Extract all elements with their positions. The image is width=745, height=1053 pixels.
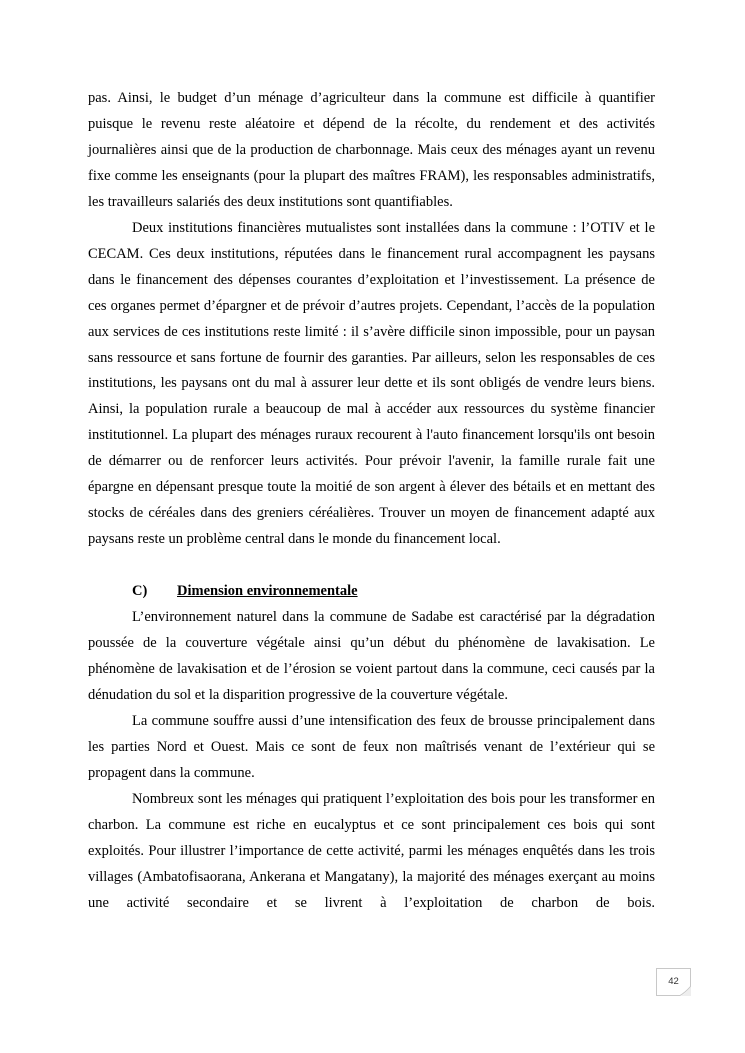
page-number-box xyxy=(656,968,691,996)
paragraph-household-budget: pas. Ainsi, le budget d’un ménage d’agriculteur dans la commune est difficile à quantifier puisque le revenu reste aléatoire et dépend de la récolte, du rendement et des activités journalières ainsi que de la production de charbonnage. Mais ceux des ménages ayant un revenu fixe comme les enseignants (pour la plupart des maîtres FRAM), les responsables administratifs, les travailleurs salariés des deux institutions sont quantifiables. xyxy=(88,90,655,210)
document-page xyxy=(88,86,655,917)
paragraph-financial-institutions: Deux institutions financières mutualistes sont installées dans la commune : l’OTIV et le CECAM. Ces deux institutions, réputées dans le financement rural accompagnent les paysans dans le financement des dépenses courantes d’exploitation et l’investissement. La présence de ces organes permet d’épargner et de prévoir d’autres projets. Cependant, l’accès de la population aux services de ces institutions reste limité : il s’avère difficile sinon impossible, pour un paysan sans ressource et sans fortune de fournir des garanties. Par ailleurs, selon les responsables de ces institutions, les paysans ont du mal à assurer leur dette et ils sont obligés de vendre leurs biens. Ainsi, la population rurale a beaucoup de mal à accéder aux ressources du système financier institutionnel. La plupart des ménages ruraux recourent à l'auto financement lorsqu'ils ont besoin de démarrer ou de renforcer leurs activités. Pour prévoir l'avenir, la famille rurale fait une épargne en dépensant presque toute la moitié de son argent à élever des bétails et en mettant des stocks de céréales dans des greniers céréalières. Trouver un moyen de financement adapté aux paysans reste un problème central dans le monde du financement local. xyxy=(88,219,655,548)
paragraph-natural-environment: L’environnement naturel dans la commune de Sadabe est caractérisé par la dégradation poussée de la couverture végétale ainsi qu’un début du phénomène de lavakisation. Le phénomène de lavakisation et de l’érosion se voient partout dans la commune, ceci causés par la dénudation du sol et la disparition progressive de la couverture végétale. xyxy=(88,609,655,703)
page-curl-icon xyxy=(679,986,691,996)
blank-line xyxy=(88,553,655,579)
paragraph-bush-fires: La commune souffre aussi d’une intensification des feux de brousse principalement dans les parties Nord et Ouest. Mais ce sont de feux non maîtrisés venant de l’extérieur qui se propagent dans la commune. xyxy=(88,712,655,781)
section-heading xyxy=(88,579,655,605)
page-number: 42 xyxy=(668,976,679,987)
paragraph-charcoal-exploitation: Nombreux sont les ménages qui pratiquent l’exploitation des bois pour les transformer en charbon. La commune est riche en eucalyptus et ce sont principalement ces bois qui sont exploités. Pour illustrer l’importance de cette activité, parmi les ménages enquêtés dans les trois villages (Ambatofisaorana, Ankerana et Mangatany), la majorité des ménages exerçant au moins une activité secondaire et se livrent à l’exploitation de charbon de bois. xyxy=(88,790,655,911)
section-number: C) xyxy=(132,583,148,600)
section-title: Dimension environnementale xyxy=(177,583,358,600)
